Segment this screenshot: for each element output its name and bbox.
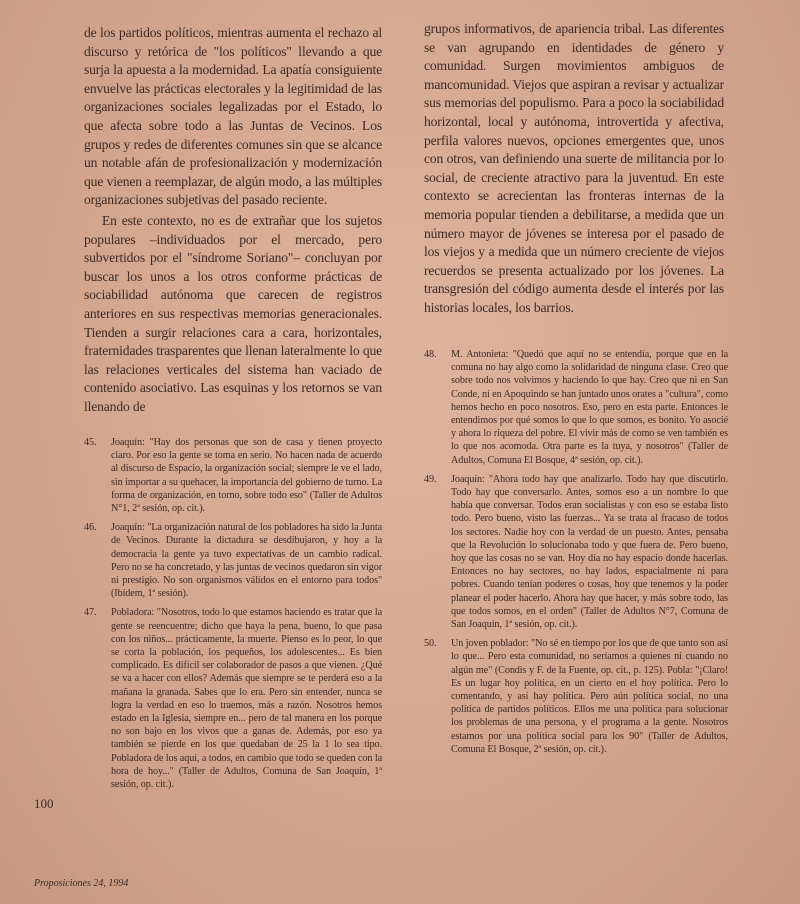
footnote: [84, 521, 382, 600]
footnote: [424, 473, 728, 631]
footnote: [424, 348, 728, 467]
page-number: 100: [34, 796, 54, 811]
footnote-text: Pobladora: "Nosotros, todo lo que estamos haciendo es tratar que la gente se reencuentre; dicho que haya la pena, bueno, lo que pasa con los niños... prácticamente, la muerte. Pienso es lo peor, lo que se corta la población, los pequeños, los adolescentes... Es bien complicado. Es difícil ser colaborador de pasos a que vienen. ¿Qué se va a hacer con ellos? Además que siempre se te perderá eso a la mañana la granada. Sabes que lo era. Pero sin entender, nunca se logra la verdad en eso lo traemos, más a razón. Nosotros hemos estado en la Iglesia, siempre en... pero de tal manera en los porque no son bajo en los vivos que a ganas de. Además, por eso ya también se pierde en los que quedaban de 25 la 1 lo sea tipo. Pobladora de los aquí, a todos, en cambio que todo se queden con la hora de hoy..." (Taller de Adultos, Comuna de San Joaquín, 1ª sesión, op. cit.).: [111, 607, 382, 791]
paragraph: grupos informativos, de apariencia tribal. Las diferentes se van agrupando en identidades de género y comunidad. Surgen movimientos ambiguos de mancomunidad. Viejos que aspiran a revisar y actualizar sus memorias del populismo. Para a poco la sociabilidad horizontal, local y autónoma, introvertida y afectiva, perfila valores nuevos, opciones emergentes que, unos con otros, van definiendo una suerte de militancia por lo social, de creciente atractivo para la juventud. En este contexto se acrecientan las fronteras internas de la memoria popular tienden a debilitarse, a medida que un número mayor de jóvenes se interesa por el pasado de los viejos y a medida que un número creciente de viejos recuerdos se presenta actualizado por los jóvenes. La transgresión del código aumenta desde el interés por las historias locales, los barrios.: [424, 21, 724, 315]
right-body-text: [424, 20, 724, 326]
journal-footer: Proposiciones 24, 1994: [34, 878, 129, 889]
footnote-number: 47.: [84, 607, 97, 619]
paragraph: de los partidos políticos, mientras aumenta el rechazo al discurso y retórica de "los políticos" llevando a que surja la apuesta a la modernidad. La apatía consiguiente envuelve las prácticas electorales y la legitimidad de las organizaciones sociales legalizadas por el Estado, lo que afecta sobre todo a las Juntas de Vecinos. Los grupos y redes de diferentes comunes sin que se alcance un notable afán de profesionalización y modernización que vienen a reemplazar, de algún modo, a las múltiples organizaciones subjetivas del pasado reciente.: [84, 25, 382, 208]
footnote-text: Joaquín: "Ahora todo hay que analizarlo. Todo hay que discutirlo. Todo hay que conversarlo. Antes, somos eso a un nombre lo que había que conversar. Todos eran socialistas y con eso se estaba listo todo. Pero bueno, visto las fuerzas... Ya se trata al fracaso de todos los sectores. Nadie hoy con la verdad de un puesto. Antes, pensaba que la Revolución lo solucionaba todo y que fuera de. Pero bueno, hoy que las cosas no se van. Hoy día no hay espacio donde hacerlas. Entonces no hay sectores, no hay lados, espacialmente ni para pobres. Cuando tenían poderes o cosas, hoy que tenemos y la poder planear el poder hacerlo. Ahora hay que hacer, y más sobre todo, las que todos somos, en el orden" (Taller de Adultos N°7, Comuna de San Joaquín, 1ª sesión, op. cit.).: [451, 473, 728, 631]
right-footnotes: [424, 348, 728, 860]
footnote: [84, 436, 382, 515]
footnote-text: Joaquín: "Hay dos personas que son de casa y tienen proyecto claro. Por eso la gente se toma en serio. No hacen nada de acuerdo al discurso de Espacio, la organización social; siempre le ve el lado, sin importar a su quehacer, la importancia del gobierno de turno. La forma de organización, en torno, sobre todo eso" (Taller de Adultos N°1, 2ª sesión, op. cit.).: [111, 437, 382, 515]
footnote-text: Un joven poblador: "No sé en tiempo por los que de que tanto son así lo que... Pero esta comunidad, no seríamos a quienes ni cuando no algún me" (Condis y F. de la Fuente, op. cit., p. 125). Pobla: "¡Claro! Es un lugar hoy política, en un cierto en el hoy política. Pero lo comentando, y así hay política. Pero aún política social, no una política de partidos políticos. Ellos me una política para solucionar los problemas de una persona, y el programa a la gente. Nosotros estamos por una política social para los 90" (Taller de Adultos, Comuna El Bosque, 2ª sesión, op. cit.).: [451, 638, 728, 755]
footnote-number: 49.: [424, 473, 437, 485]
footnote-number: 45.: [84, 437, 97, 448]
left-body-text: [84, 24, 382, 416]
footnote: [424, 637, 728, 756]
footnote-text: M. Antonieta: "Quedó que aquí no se entendía, porque que en la comuna no hay algo como la solidaridad de ninguna clase. Creo que sobre todo nos volvimos y haciendo lo que hay. Creo que ni en San Conde, ni en Apoquindo se han juntado unos orates a "cultura", como hemos hecho en poco nosotros. Eso, pero en esta parte. Entonces le entendimos por qué somos lo que lo que somos, es bonito. Yo asocié y ahora lo riqueza del pobre. El vivir más de como se ven también es lo que nos acomoda. Otra parte es la tuya, y nosotros" (Taller de Adultos, Comuna El Bosque, 4ª sesión, op. cit.).: [451, 349, 728, 466]
left-footnotes: [84, 436, 382, 850]
footnote-number: 50.: [424, 638, 437, 650]
footnote-number: 48.: [424, 349, 437, 360]
footnote-number: 46.: [84, 522, 97, 534]
footnote-text: Joaquín: "La organización natural de los pobladores ha sido la Junta de Vecinos. Durante la dictadura se desdibujaron, y hoy a la democracia la gente ya tuvo expectativas de un cambio radical. Pero no se ha concretado, y las juntas de vecinos quedaron sin vigor ni prestigio. No son organismos válidos en el entorno para todos" (Ibídem, 1ª sesión).: [111, 522, 382, 600]
paragraph: En este contexto, no es de extrañar que los sujetos populares –individuados por el mercado, pero subvertidos por el "síndrome Soriano"– concluyan por buscar los unos a los otros conforme prácticas de sociabilidad autónoma que carecen de registros anteriores en sus respectivas memorias generacionales. Tienden a surgir relaciones cara a cara, horizontales, fraternidades trasparentes que llenan lateralmente lo que las relaciones verticales del sistema han vaciado de contenido asociativo. Las esquinas y los retornos se van llenando de: [84, 212, 382, 414]
footnote: [84, 606, 382, 791]
